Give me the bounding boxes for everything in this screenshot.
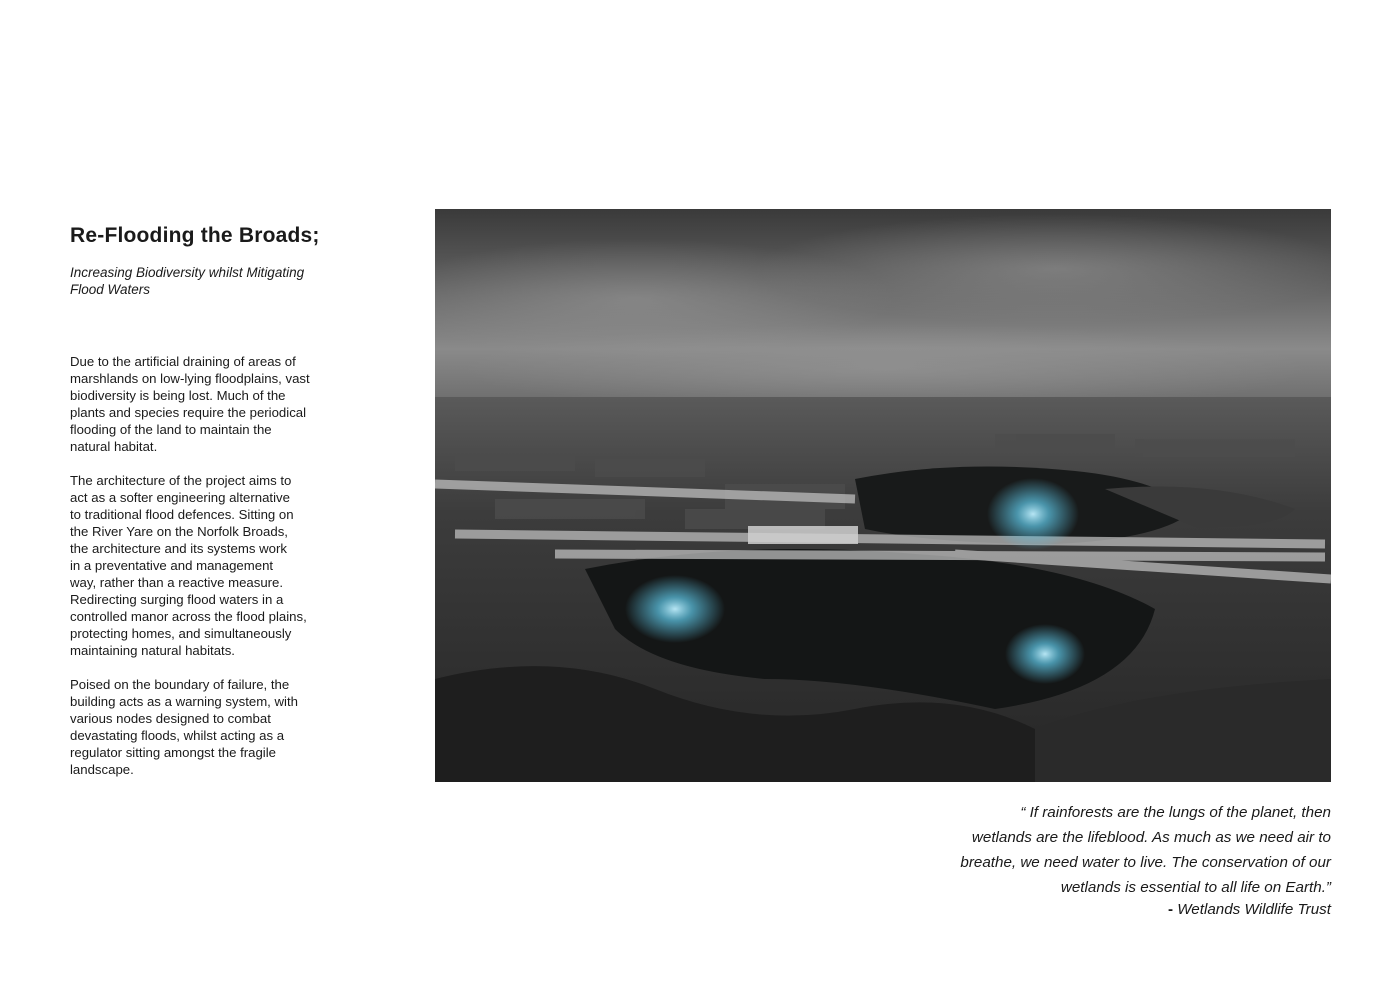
paragraph-2: The architecture of the project aims to act as a softer engineering alternative to traditional flood defences. Sitting on the River Yare on the Norfolk Broads, the architecture and its systems work in a preventative and management way, rather than a reactive measure. Redirecting surging flood waters in a controlled manor across the flood plains, protecting homes, and simultaneously maintaining natural habitats. <box>70 473 307 658</box>
quote-attribution <box>1168 900 1331 920</box>
page-subtitle <box>70 264 350 298</box>
paragraph-1: Due to the artificial draining of areas of marshlands on low-lying floodplains, vast biodiversity is being lost. Much of the plants and species require the periodical flooding of the land to maintain the natural habitat. <box>70 354 310 454</box>
attribution-source: Wetlands Wildlife Trust <box>1173 901 1331 918</box>
body-text <box>70 353 345 795</box>
quote: “ If rainforests are the lungs of the planet, then wetlands are the lifeblood. As much as we need air to breathe, we need water to live. The conservation of our wetlands is essential to all life on Earth.” <box>960 804 1331 896</box>
aerial-wetland-image <box>435 209 1331 782</box>
subtitle-text: Increasing Biodiversity whilst Mitigating Flood Waters <box>70 265 305 297</box>
page-title: Re-Flooding the Broads; <box>70 224 320 248</box>
paragraph-3: Poised on the boundary of failure, the building acts as a warning system, with various nodes designed to combat devastating floods, whilst acting as a regulator sitting amongst the fragile landscape. <box>70 677 298 777</box>
attribution-dash: - <box>1167 901 1174 918</box>
